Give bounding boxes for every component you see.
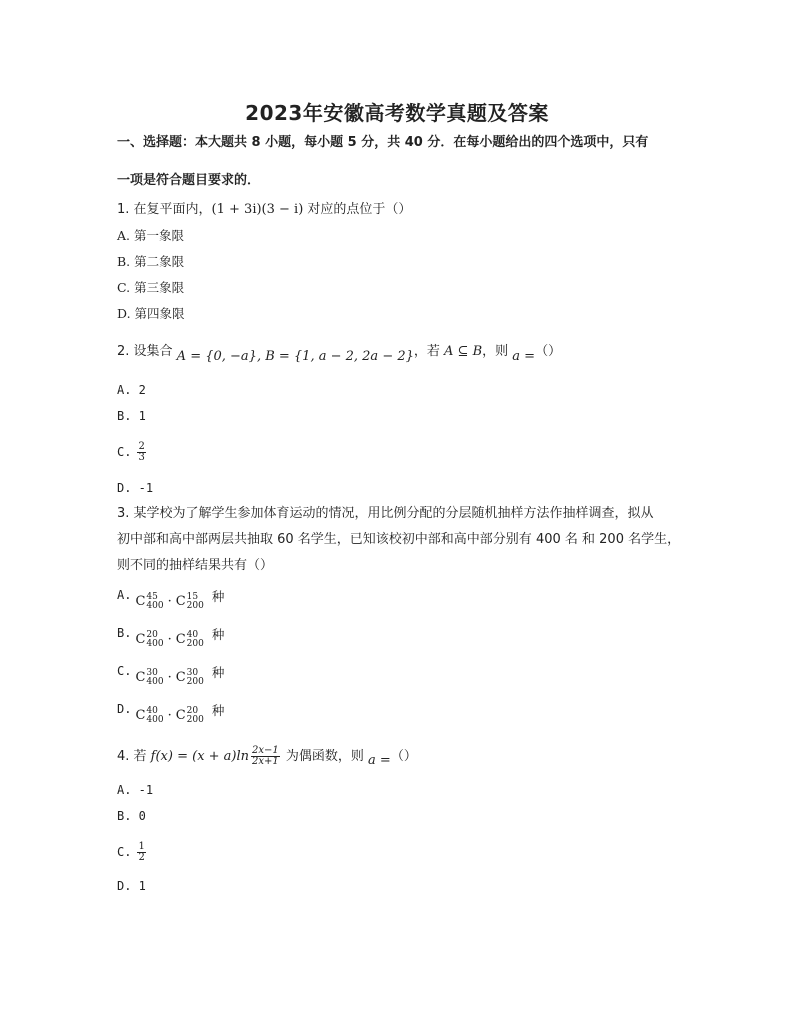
combination-symbol: C: [135, 708, 146, 723]
q1-option-b: B. 第二象限: [117, 254, 185, 269]
page-title: 2023年安徽高考数学真题及答案: [245, 101, 549, 125]
q4-option-c-fraction: [137, 842, 145, 863]
question-3-line1: 3. 某学校为了解学生参加体育运动的情况，用比例分配的分层随机抽样方法作抽样调查，拟从: [117, 506, 654, 521]
combination-symbol: C: [175, 632, 186, 647]
q2-suffix: （）: [535, 344, 562, 359]
q4-fraction: [251, 746, 280, 767]
comb-sup: 20: [186, 705, 199, 716]
q3-option-d: [117, 702, 225, 725]
comb-sub: 400: [146, 600, 164, 611]
q2-option-c: [117, 442, 148, 463]
combination-symbol: C: [135, 670, 146, 685]
q1-option-c: C. 第三象限: [117, 280, 185, 295]
comb-sub: 200: [186, 676, 204, 687]
q3-option-c-unit: 种: [211, 665, 225, 680]
fraction-denominator: 3: [138, 452, 145, 463]
q3-option-c: [117, 664, 225, 687]
q2-option-c-fraction: [137, 442, 145, 463]
dot-operator: ·: [167, 594, 172, 609]
q4-expression: f(x) = (x + a)ln: [150, 749, 250, 764]
q4-option-a: A. -1: [117, 783, 154, 797]
comb-sup: 20: [146, 629, 158, 640]
q2-expression-a: a =: [512, 349, 536, 364]
question-2: [117, 343, 562, 364]
section-heading-line1: 一、选择题：本大题共 8 小题，每小题 5 分，共 40 分．在每小题给出的四个选项中，只有: [117, 135, 649, 150]
q3-option-b: [117, 626, 225, 649]
q2-option-a: A. 2: [117, 383, 146, 397]
q4-option-d: D. 1: [117, 879, 146, 893]
fraction-numerator: 2x−1: [252, 745, 279, 756]
q2-expression: A = {0, −a}, B = {1, a − 2, 2a − 2}: [176, 349, 414, 364]
fraction-numerator: 1: [138, 841, 145, 852]
q4-option-c: [117, 842, 148, 863]
comb-sup: 45: [146, 591, 158, 602]
q2-option-d: D. -1: [117, 481, 154, 495]
q3-option-a-unit: 种: [211, 589, 225, 604]
question-3-line3: 则不同的抽样结果共有（）: [117, 558, 274, 573]
combination-symbol: C: [175, 594, 186, 609]
question-4: [117, 746, 417, 767]
q4-option-b: B. 0: [117, 809, 146, 823]
q1-expression: (1 + 3i)(3 − i): [211, 202, 304, 217]
comb-sub: 200: [186, 600, 204, 611]
dot-operator: ·: [167, 670, 172, 685]
dot-operator: ·: [167, 708, 172, 723]
q1-suffix: 对应的点位于（）: [303, 202, 412, 217]
combination-symbol: C: [135, 632, 146, 647]
q4-expression-a: a =: [368, 753, 391, 768]
comb-sup: 40: [146, 705, 158, 716]
comb-sub: 400: [146, 714, 164, 725]
q3-option-a-label: A.: [117, 588, 132, 602]
comb-sub: 400: [146, 638, 164, 649]
section-heading-line2: 一项是符合题目要求的．: [117, 173, 261, 188]
comb-sub: 200: [186, 638, 204, 649]
q3-option-b-label: B.: [117, 626, 132, 640]
q3-option-a: [117, 588, 225, 611]
q3-option-d-unit: 种: [211, 703, 225, 718]
q3-option-c-label: C.: [117, 664, 132, 678]
question-3-line2: 初中部和高中部两层共抽取 60 名学生，已知该校初中部和高中部分别有 400 名 和 200 名学生，: [117, 532, 681, 547]
q2-mid: ，若: [413, 344, 445, 359]
comb-sup: 15: [186, 591, 199, 602]
combination-symbol: C: [175, 708, 186, 723]
q3-option-b-unit: 种: [211, 627, 225, 642]
q4-option-c-label: C.: [117, 845, 132, 859]
comb-sup: 40: [186, 629, 199, 640]
q4-suffix: （）: [390, 749, 417, 764]
combination-symbol: C: [175, 670, 186, 685]
comb-sup: 30: [186, 667, 199, 678]
comb-sub: 400: [146, 676, 164, 687]
fraction-denominator: 2: [138, 852, 145, 863]
fraction-numerator: 2: [138, 441, 145, 452]
q2-expression-subset: A ⊆ B: [444, 344, 483, 359]
question-1: [117, 201, 411, 219]
fraction-denominator: 2x+1: [252, 756, 279, 767]
q2-mid2: ，则: [482, 344, 513, 359]
q2-prefix: 2. 设集合: [117, 344, 177, 359]
q1-option-a: A. 第一象限: [117, 228, 184, 243]
q3-option-d-label: D.: [117, 702, 132, 716]
q1-option-d: D. 第四象限: [117, 306, 185, 321]
q4-mid: 为偶函数，则: [281, 749, 369, 764]
q2-option-b: B. 1: [117, 409, 146, 423]
q2-option-c-label: C.: [117, 445, 132, 459]
q1-prefix: 1. 在复平面内，: [117, 202, 212, 217]
comb-sup: 30: [146, 667, 158, 678]
combination-symbol: C: [135, 594, 146, 609]
comb-sub: 200: [186, 714, 204, 725]
q4-prefix: 4. 若: [117, 749, 151, 764]
dot-operator: ·: [167, 632, 172, 647]
